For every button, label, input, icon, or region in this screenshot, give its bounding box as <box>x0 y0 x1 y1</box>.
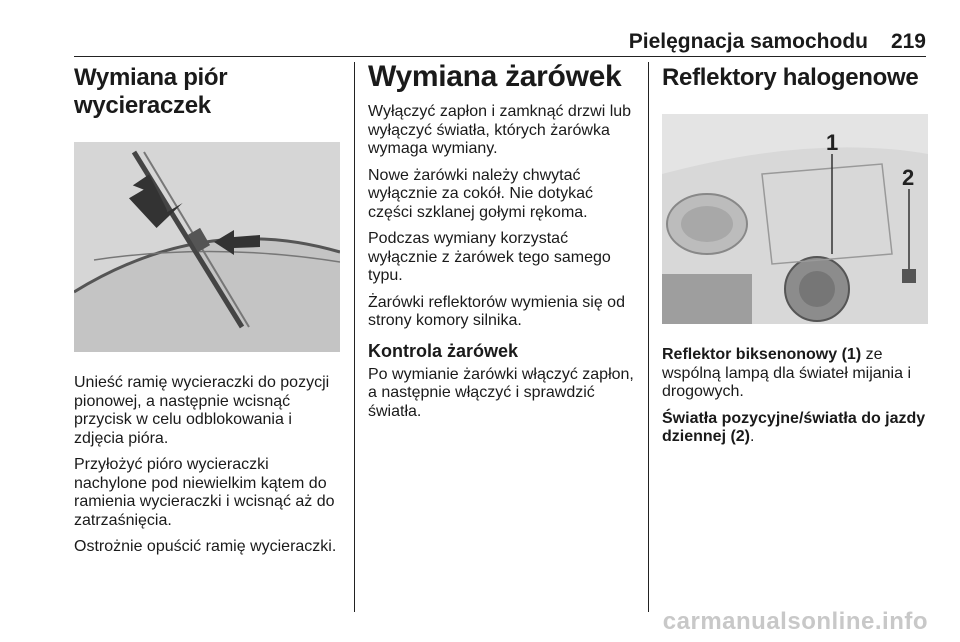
wiper-paragraph-3: Ostrożnie opuścić ramię wycieraczki. <box>74 538 337 555</box>
bulbs-paragraph-1: Wyłączyć zapłon i zamknąć drzwi lub wyłączyć światła, których żarówka wymaga wymiany. <box>368 103 632 157</box>
halogen-heading: Reflektory halogenowe <box>662 64 919 91</box>
wiper-heading: Wymiana piór wycieraczek <box>74 64 228 119</box>
bulb-check-heading: Kontrola żarówek <box>368 340 519 361</box>
headlamp-figure <box>662 114 928 324</box>
bulbs-paragraph-3: Podczas wymiany korzystać wyłącznie z żarówek tego samego typu. <box>368 230 611 284</box>
header-rule <box>74 56 926 57</box>
bixenon-term: Reflektor biksenonowy (1) <box>662 346 862 363</box>
wiper-figure <box>74 142 340 352</box>
bulbs-paragraph-4: Żarówki reflektorów wymienia się od strony komory silnika. <box>368 293 625 329</box>
page-number: 219 <box>890 30 926 53</box>
bulb-check-paragraph: Po wymianie żarówki włączyć zapłon, a następnie włączyć i sprawdzić światła. <box>368 365 634 420</box>
header-title: Pielęgnacja samochodu <box>628 30 868 53</box>
wiper-section <box>74 60 342 565</box>
halogen-paragraph-2 <box>662 410 930 447</box>
position-light-term: Światła pozycyjne/światła do jazdy dziennej (2) <box>662 409 926 445</box>
halogen-section <box>662 60 930 455</box>
bulbs-paragraph-2: Nowe żarówki należy chwytać wyłącznie za cokół. Nie dotykać części szklanej gołymi rękoma. <box>368 166 593 221</box>
wiper-paragraph-2: Przyłożyć pióro wycieraczki nachylone pod niewielkim kątem do ramienia wycieraczki i wcisnąć aż do zatrzaśnięcia. <box>74 456 335 529</box>
bulbs-heading: Wymiana żarówek <box>368 60 622 93</box>
halogen-paragraph-1 <box>662 346 930 402</box>
column-divider-1 <box>354 62 355 612</box>
wiper-paragraph-1: Unieść ramię wycieraczki do pozycji pionowej, a następnie wcisnąć przycisk w celu odblokowania i zdjęcia pióra. <box>74 374 330 447</box>
column-divider-2 <box>648 62 649 612</box>
bixenon-description: ze wspólną lampą dla świateł mijania i drogowych. <box>662 346 912 400</box>
label-1: 1 <box>826 130 839 155</box>
bulbs-section <box>368 60 636 429</box>
label-2: 2 <box>902 165 915 190</box>
position-light-end: . <box>750 428 755 445</box>
watermark: carmanualsonline.info <box>662 608 928 635</box>
